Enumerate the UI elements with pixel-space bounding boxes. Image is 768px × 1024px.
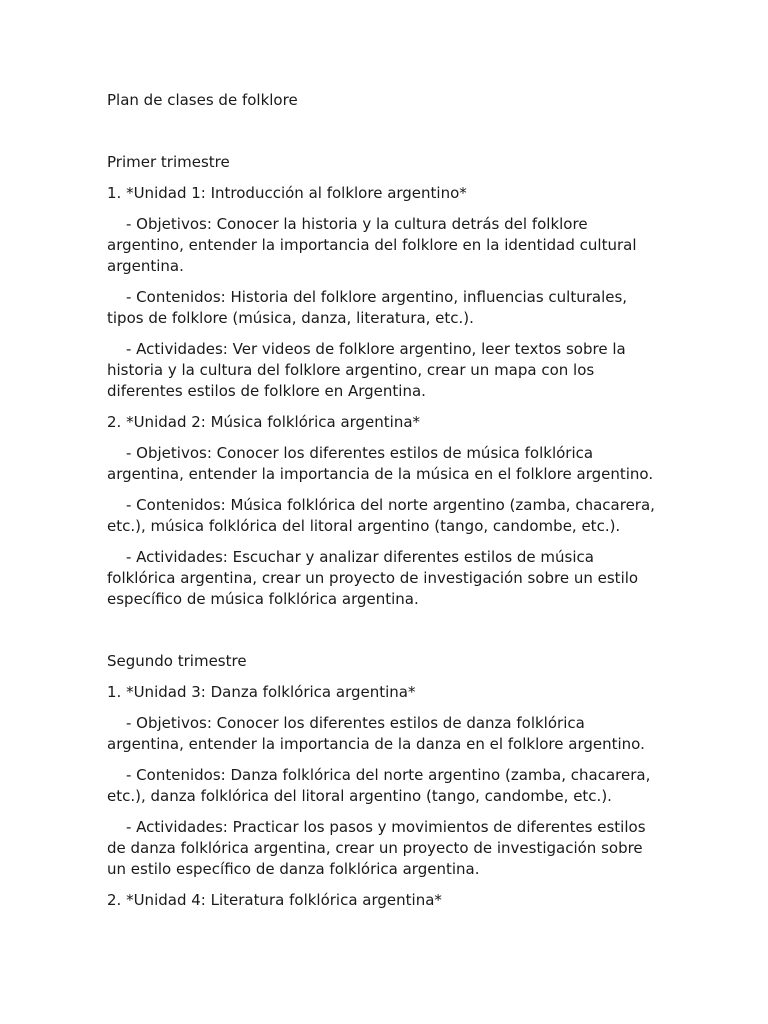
term-section: [107, 651, 662, 911]
unit-objetivos: - Objetivos: Conocer la historia y la cultura detrás del folklore argentino, entender la importancia del folklore en la identidad cultural argentina.: [107, 215, 637, 275]
unit-heading: 1. *Unidad 3: Danza folklórica argentina*: [107, 683, 416, 701]
unit-block: [107, 412, 662, 610]
document-title: Plan de clases de folklore: [107, 91, 298, 109]
unit-contenidos: - Contenidos: Danza folklórica del norte argentino (zamba, chacarera, etc.), danza folklórica del litoral argentino (tango, candombe, etc.).: [107, 766, 651, 805]
unit-objetivos: - Objetivos: Conocer los diferentes estilos de música folklórica argentina, entender la importancia de la música en el folklore argentino.: [107, 444, 654, 483]
unit-heading: 2. *Unidad 4: Literatura folklórica argentina*: [107, 891, 442, 909]
unit-contenidos: - Contenidos: Música folklórica del norte argentino (zamba, chacarera, etc.), música folklórica del litoral argentino (tango, candombe, etc.).: [107, 496, 655, 535]
unit-block: [107, 682, 662, 880]
unit-actividades: - Actividades: Escuchar y analizar diferentes estilos de música folklórica argentina, crear un proyecto de investigación sobre un estilo específico de música folklórica argentina.: [107, 548, 639, 608]
unit-block: [107, 183, 662, 402]
term-heading: Primer trimestre: [107, 153, 230, 171]
unit-heading: 1. *Unidad 1: Introducción al folklore argentino*: [107, 184, 467, 202]
section-spacer: [107, 620, 662, 651]
term-section: [107, 152, 662, 610]
unit-contenidos: - Contenidos: Historia del folklore argentino, influencias culturales, tipos de folklore (música, danza, literatura, etc.).: [107, 288, 628, 327]
unit-actividades: - Actividades: Ver videos de folklore argentino, leer textos sobre la historia y la cultura del folklore argentino, crear un mapa con los diferentes estilos de folklore en Argentina.: [107, 340, 626, 400]
unit-block: [107, 890, 662, 911]
term-heading: Segundo trimestre: [107, 652, 247, 670]
unit-actividades: - Actividades: Practicar los pasos y movimientos de diferentes estilos de danza folklórica argentina, crear un proyecto de investigación sobre un estilo específico de danza folklórica argentina.: [107, 818, 646, 878]
unit-heading: 2. *Unidad 2: Música folklórica argentina*: [107, 413, 421, 431]
unit-objetivos: - Objetivos: Conocer los diferentes estilos de danza folklórica argentina, entender la importancia de la danza en el folklore argentino.: [107, 714, 645, 753]
